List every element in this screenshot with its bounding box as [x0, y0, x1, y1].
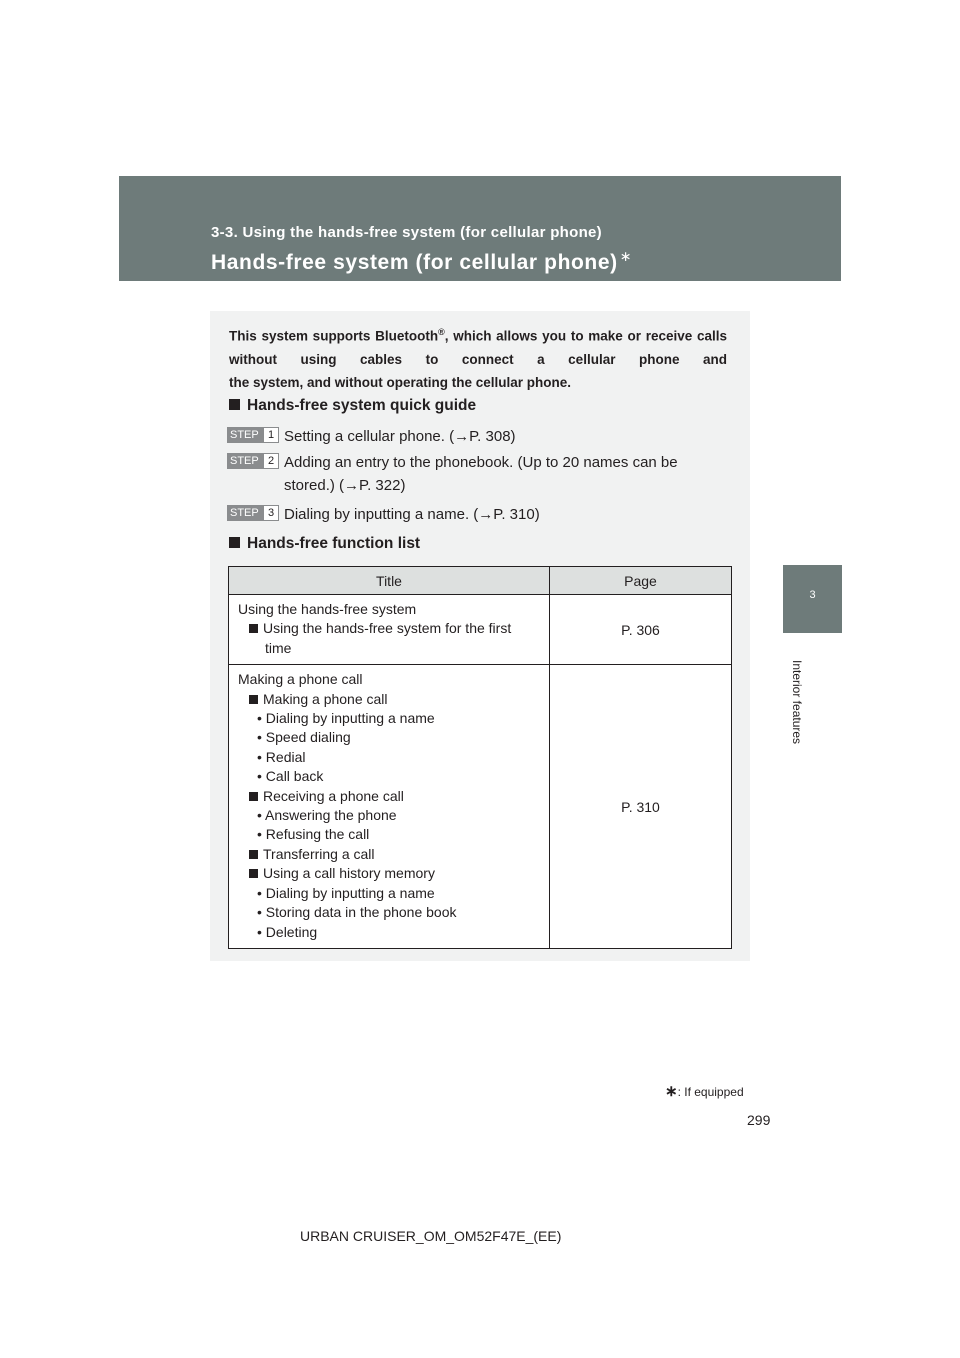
row-page-cell: P. 306	[550, 595, 732, 665]
list-item-text: Using the hands-free system for the first	[263, 620, 512, 637]
chapter-tab	[783, 565, 842, 633]
list-item-text: Making a phone call	[263, 690, 388, 707]
content-box	[210, 311, 750, 961]
row-page-cell: P. 310	[550, 665, 732, 949]
function-list-heading	[229, 535, 420, 553]
list-item-text: Receiving a phone call	[263, 787, 404, 804]
step-text	[284, 451, 734, 497]
list-item	[238, 619, 541, 638]
registered-mark: ®	[438, 327, 445, 337]
step-number: 2	[264, 454, 278, 468]
list-item: • Refusing the call	[257, 826, 370, 843]
chapter-number: 3	[809, 589, 816, 601]
list-item	[238, 845, 541, 864]
list-item: • Storing data in the phone book	[257, 904, 457, 921]
intro-text-3: the system, and without operating the cellular phone.	[229, 374, 572, 390]
list-item	[238, 864, 541, 883]
square-bullet-icon	[249, 624, 258, 633]
page-title-text: Hands-free system (for cellular phone)	[211, 251, 618, 274]
list-item-text: Transferring a call	[263, 845, 375, 862]
intro-text-1: This system supports Bluetooth	[229, 328, 439, 344]
table-row	[229, 665, 732, 949]
step-text: Setting a cellular phone. (→P. 308)	[284, 428, 516, 445]
list-item: time	[265, 639, 292, 656]
step-badge	[227, 427, 279, 443]
list-item: • Answering the phone	[257, 807, 397, 824]
equipped-star-icon: ∗	[665, 1083, 678, 1100]
function-list-table	[228, 566, 732, 949]
list-item: • Dialing by inputting a name	[257, 884, 435, 901]
intro-paragraph	[229, 321, 727, 394]
document-code: URBAN CRUISER_OM_OM52F47E_(EE)	[300, 1228, 562, 1244]
column-header-page: Page	[550, 567, 732, 595]
list-item: Making a phone call	[238, 671, 363, 688]
square-bullet-icon	[229, 399, 240, 410]
page-number: 299	[747, 1112, 771, 1128]
row-title-cell	[229, 595, 550, 665]
footnote	[665, 1082, 744, 1100]
list-item: Using the hands-free system	[238, 601, 417, 617]
quick-guide-heading	[229, 397, 476, 415]
title-equipped-mark: ∗	[619, 248, 633, 264]
step-word: STEP	[230, 429, 259, 441]
table-row	[229, 595, 732, 665]
page-title	[211, 248, 632, 275]
square-bullet-icon	[249, 869, 258, 878]
footnote-text: : If equipped	[677, 1085, 744, 1099]
list-item-text: Using a call history memory	[263, 865, 435, 882]
step-badge	[227, 453, 279, 469]
square-bullet-icon	[249, 850, 258, 859]
quick-guide-heading-text: Hands-free system quick guide	[247, 397, 477, 414]
step-text-line: Adding an entry to the phonebook. (Up to 20 names can be	[284, 454, 678, 471]
table-header-row	[229, 567, 732, 595]
square-bullet-icon	[229, 537, 240, 548]
list-item: • Dialing by inputting a name	[257, 710, 435, 727]
step-word: STEP	[230, 455, 259, 467]
list-item: • Redial	[257, 748, 306, 765]
step-number: 1	[264, 428, 278, 442]
list-item	[238, 690, 541, 709]
list-item	[238, 787, 541, 806]
square-bullet-icon	[249, 792, 258, 801]
list-item: • Speed dialing	[257, 729, 351, 746]
square-bullet-icon	[249, 695, 258, 704]
step-text: Dialing by inputting a name. (→P. 310)	[284, 506, 540, 523]
function-list-heading-text: Hands-free function list	[247, 535, 421, 552]
step-badge	[227, 505, 279, 521]
step-number: 3	[264, 506, 278, 520]
step-text-line: stored.) (→P. 322)	[284, 477, 406, 494]
list-item: • Call back	[257, 768, 324, 785]
chapter-label: Interior features	[790, 660, 804, 745]
section-label: 3-3. Using the hands-free system (for cellular phone)	[211, 224, 602, 241]
row-title-cell	[229, 665, 550, 949]
intro-text-2: , which allows you to make or receive calls without using cables to connect a cellular phone and	[229, 328, 727, 367]
step-word: STEP	[230, 507, 259, 519]
list-item: • Deleting	[257, 923, 318, 940]
column-header-title: Title	[229, 567, 550, 595]
